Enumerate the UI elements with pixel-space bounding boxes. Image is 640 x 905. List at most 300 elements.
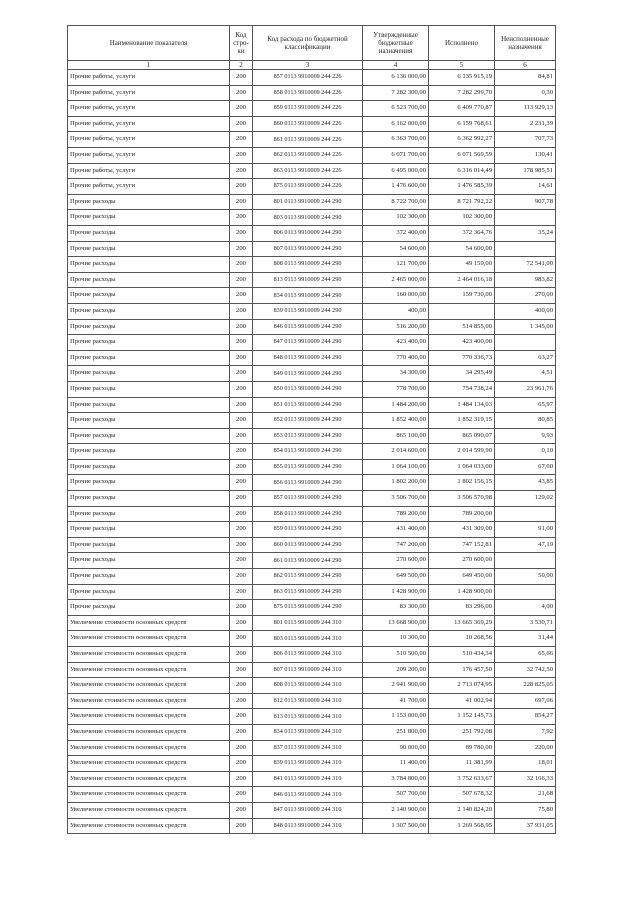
expense-code-cell: 808 0113 9910009 244 310 <box>253 678 363 694</box>
executed-amount-cell: 514 855,00 <box>429 319 495 335</box>
approved-amount-cell: 1 153 000,00 <box>363 709 429 725</box>
indicator-name-cell: Прочие расходы <box>68 350 230 366</box>
table-row <box>68 85 556 101</box>
expense-code-cell: 807 0113 9910009 244 290 <box>253 241 363 257</box>
unexecuted-amount-cell: 130,41 <box>495 148 556 164</box>
approved-amount-cell: 1 802 200,00 <box>363 475 429 491</box>
table-row <box>68 350 556 366</box>
indicator-name-cell: Прочие расходы <box>68 413 230 429</box>
executed-amount-cell: 6 316 014,49 <box>429 163 495 179</box>
header-name: Наименование показателя <box>68 26 230 61</box>
line-code-cell: 200 <box>230 740 253 756</box>
unexecuted-amount-cell <box>495 335 556 351</box>
indicator-name-cell: Прочие расходы <box>68 257 230 273</box>
table-row <box>68 475 556 491</box>
header-row <box>68 26 556 61</box>
expense-code-cell: 803 0113 9910009 244 290 <box>253 210 363 226</box>
unexecuted-amount-cell: 23 961,76 <box>495 381 556 397</box>
approved-amount-cell: 270 600,00 <box>363 553 429 569</box>
expense-code-cell: 853 0113 9910009 244 290 <box>253 428 363 444</box>
expense-code-cell: 875 0113 9910009 244 290 <box>253 600 363 616</box>
line-code-cell: 200 <box>230 569 253 585</box>
column-number: 2 <box>230 61 253 70</box>
line-code-cell: 200 <box>230 459 253 475</box>
expense-code-cell: 859 0113 9910009 244 226 <box>253 101 363 117</box>
unexecuted-amount-cell: 21,68 <box>495 787 556 803</box>
approved-amount-cell: 121 700,00 <box>363 257 429 273</box>
line-code-cell: 200 <box>230 210 253 226</box>
unexecuted-amount-cell: 37 931,05 <box>495 818 556 834</box>
expense-code-cell: 801 0113 9910009 244 290 <box>253 194 363 210</box>
unexecuted-amount-cell: 50,00 <box>495 569 556 585</box>
unexecuted-amount-cell: 14,61 <box>495 179 556 195</box>
table-row <box>68 288 556 304</box>
table-row <box>68 163 556 179</box>
expense-code-cell: 852 0113 9910009 244 290 <box>253 413 363 429</box>
line-code-cell: 200 <box>230 693 253 709</box>
column-number: 1 <box>68 61 230 70</box>
line-code-cell: 200 <box>230 335 253 351</box>
unexecuted-amount-cell: 67,00 <box>495 459 556 475</box>
expense-code-cell: 803 0113 9910009 244 310 <box>253 631 363 647</box>
line-code-cell: 200 <box>230 756 253 772</box>
unexecuted-amount-cell: 270,00 <box>495 288 556 304</box>
table-row <box>68 662 556 678</box>
approved-amount-cell: 2 941 900,00 <box>363 678 429 694</box>
expense-code-cell: 837 0113 9910009 244 310 <box>253 740 363 756</box>
approved-amount-cell: 1 428 900,00 <box>363 584 429 600</box>
approved-amount-cell: 770 400,00 <box>363 350 429 366</box>
header-approved: Утвержденные бюджетные назначения <box>363 26 429 61</box>
unexecuted-amount-cell: 72 541,00 <box>495 257 556 273</box>
unexecuted-amount-cell: 43,85 <box>495 475 556 491</box>
executed-amount-cell: 11 381,99 <box>429 756 495 772</box>
line-code-cell: 200 <box>230 225 253 241</box>
table-row <box>68 787 556 803</box>
unexecuted-amount-cell: 84,81 <box>495 70 556 86</box>
unexecuted-amount-cell: 983,82 <box>495 272 556 288</box>
column-number: 6 <box>495 61 556 70</box>
approved-amount-cell: 3 506 700,00 <box>363 491 429 507</box>
line-code-cell: 200 <box>230 132 253 148</box>
executed-amount-cell: 6 135 915,19 <box>429 70 495 86</box>
expense-code-cell: 806 0113 9910009 244 310 <box>253 647 363 663</box>
executed-amount-cell: 747 152,81 <box>429 537 495 553</box>
expense-code-cell: 861 0113 9910009 244 226 <box>253 132 363 148</box>
executed-amount-cell: 2 713 074,95 <box>429 678 495 694</box>
unexecuted-amount-cell <box>495 506 556 522</box>
line-code-cell: 200 <box>230 257 253 273</box>
unexecuted-amount-cell: 129,02 <box>495 491 556 507</box>
line-code-cell: 200 <box>230 787 253 803</box>
indicator-name-cell: Прочие расходы <box>68 194 230 210</box>
line-code-cell: 200 <box>230 491 253 507</box>
executed-amount-cell: 865 090,07 <box>429 428 495 444</box>
executed-amount-cell: 372 364,76 <box>429 225 495 241</box>
header-unexecuted: Неисполненные назначения <box>495 26 556 61</box>
indicator-name-cell: Прочие расходы <box>68 553 230 569</box>
expense-code-cell: 857 0113 9910009 244 290 <box>253 491 363 507</box>
indicator-name-cell: Прочие расходы <box>68 600 230 616</box>
expense-code-cell: 854 0113 9910009 244 290 <box>253 444 363 460</box>
line-code-cell: 200 <box>230 553 253 569</box>
line-code-cell: 200 <box>230 537 253 553</box>
approved-amount-cell: 3 784 800,00 <box>363 771 429 787</box>
expense-code-cell: 847 0113 9910009 244 310 <box>253 802 363 818</box>
approved-amount-cell: 7 282 300,00 <box>363 85 429 101</box>
line-code-cell: 200 <box>230 148 253 164</box>
budget-execution-sheet <box>67 25 555 834</box>
executed-amount-cell: 8 721 792,22 <box>429 194 495 210</box>
expense-code-cell: 863 0113 9910009 244 226 <box>253 163 363 179</box>
indicator-name-cell: Увеличение стоимости основных средств <box>68 818 230 834</box>
unexecuted-amount-cell <box>495 241 556 257</box>
indicator-name-cell: Прочие работы, услуги <box>68 70 230 86</box>
approved-amount-cell: 41 700,00 <box>363 693 429 709</box>
unexecuted-amount-cell: 228 825,05 <box>495 678 556 694</box>
unexecuted-amount-cell: 35,24 <box>495 225 556 241</box>
executed-amount-cell: 54 600,00 <box>429 241 495 257</box>
approved-amount-cell: 1 852 400,00 <box>363 413 429 429</box>
table-row <box>68 756 556 772</box>
line-code-cell: 200 <box>230 70 253 86</box>
indicator-name-cell: Прочие расходы <box>68 397 230 413</box>
line-code-cell: 200 <box>230 724 253 740</box>
executed-amount-cell: 1 269 568,95 <box>429 818 495 834</box>
executed-amount-cell: 789 200,00 <box>429 506 495 522</box>
expense-code-cell: 857 0113 9910009 244 226 <box>253 70 363 86</box>
unexecuted-amount-cell <box>495 210 556 226</box>
executed-amount-cell: 7 282 299,70 <box>429 85 495 101</box>
executed-amount-cell: 2 014 599,90 <box>429 444 495 460</box>
indicator-name-cell: Прочие расходы <box>68 225 230 241</box>
line-code-cell: 200 <box>230 802 253 818</box>
table-row <box>68 225 556 241</box>
line-code-cell: 200 <box>230 818 253 834</box>
table-row <box>68 428 556 444</box>
indicator-name-cell: Прочие расходы <box>68 366 230 382</box>
executed-amount-cell: 159 730,00 <box>429 288 495 304</box>
line-code-cell: 200 <box>230 506 253 522</box>
approved-amount-cell: 251 800,00 <box>363 724 429 740</box>
table-row <box>68 116 556 132</box>
table-row <box>68 802 556 818</box>
unexecuted-amount-cell: 0,30 <box>495 85 556 101</box>
indicator-name-cell: Увеличение стоимости основных средств <box>68 615 230 631</box>
table-row <box>68 366 556 382</box>
indicator-name-cell: Прочие расходы <box>68 319 230 335</box>
line-code-cell: 200 <box>230 319 253 335</box>
expense-code-cell: 812 0113 9910009 244 310 <box>253 693 363 709</box>
executed-amount-cell: 13 665 369,29 <box>429 615 495 631</box>
approved-amount-cell: 13 668 900,00 <box>363 615 429 631</box>
approved-amount-cell: 6 071 700,00 <box>363 148 429 164</box>
table-row <box>68 631 556 647</box>
approved-amount-cell: 2 465 000,00 <box>363 272 429 288</box>
table-body <box>68 70 556 834</box>
expense-code-cell: 860 0113 9910009 244 226 <box>253 116 363 132</box>
expense-code-cell: 859 0113 9910009 244 290 <box>253 522 363 538</box>
expense-code-cell: 863 0113 9910009 244 290 <box>253 584 363 600</box>
line-code-cell: 200 <box>230 101 253 117</box>
indicator-name-cell: Прочие работы, услуги <box>68 163 230 179</box>
indicator-name-cell: Прочие работы, услуги <box>68 85 230 101</box>
unexecuted-amount-cell: 697,06 <box>495 693 556 709</box>
expense-code-cell: 848 0113 9910009 244 290 <box>253 350 363 366</box>
unexecuted-amount-cell: 31,44 <box>495 631 556 647</box>
expense-code-cell: 851 0113 9910009 244 290 <box>253 397 363 413</box>
indicator-name-cell: Прочие работы, услуги <box>68 116 230 132</box>
executed-amount-cell: 507 678,32 <box>429 787 495 803</box>
expense-code-cell: 847 0113 9910009 244 290 <box>253 335 363 351</box>
table-row <box>68 397 556 413</box>
table-row <box>68 569 556 585</box>
expense-code-cell: 807 0113 9910009 244 310 <box>253 662 363 678</box>
header-executed: Исполнено <box>429 26 495 61</box>
indicator-name-cell: Прочие работы, услуги <box>68 132 230 148</box>
approved-amount-cell: 1 484 200,00 <box>363 397 429 413</box>
approved-amount-cell: 1 064 100,00 <box>363 459 429 475</box>
indicator-name-cell: Прочие расходы <box>68 537 230 553</box>
unexecuted-amount-cell: 400,00 <box>495 303 556 319</box>
approved-amount-cell: 11 400,00 <box>363 756 429 772</box>
executed-amount-cell: 1 476 585,39 <box>429 179 495 195</box>
approved-amount-cell: 10 300,00 <box>363 631 429 647</box>
unexecuted-amount-cell <box>495 553 556 569</box>
table-row <box>68 101 556 117</box>
approved-amount-cell: 102 300,00 <box>363 210 429 226</box>
table-row <box>68 148 556 164</box>
unexecuted-amount-cell: 1 345,00 <box>495 319 556 335</box>
unexecuted-amount-cell: 907,78 <box>495 194 556 210</box>
line-code-cell: 200 <box>230 179 253 195</box>
line-code-cell: 200 <box>230 241 253 257</box>
expense-code-cell: 849 0113 9910009 244 290 <box>253 366 363 382</box>
approved-amount-cell: 6 162 000,00 <box>363 116 429 132</box>
expense-code-cell: 846 0113 9910009 244 310 <box>253 787 363 803</box>
unexecuted-amount-cell: 220,00 <box>495 740 556 756</box>
line-code-cell: 200 <box>230 600 253 616</box>
approved-amount-cell: 400,00 <box>363 303 429 319</box>
table-row <box>68 693 556 709</box>
line-code-cell: 200 <box>230 194 253 210</box>
line-code-cell: 200 <box>230 116 253 132</box>
expense-code-cell: 839 0113 9910009 244 290 <box>253 303 363 319</box>
table-row <box>68 241 556 257</box>
line-code-cell: 200 <box>230 303 253 319</box>
executed-amount-cell: 34 295,49 <box>429 366 495 382</box>
table-row <box>68 319 556 335</box>
unexecuted-amount-cell: 854,27 <box>495 709 556 725</box>
expense-code-cell: 862 0113 9910009 244 226 <box>253 148 363 164</box>
approved-amount-cell: 778 700,00 <box>363 381 429 397</box>
table-row <box>68 647 556 663</box>
expense-code-cell: 858 0113 9910009 244 226 <box>253 85 363 101</box>
unexecuted-amount-cell: 47,19 <box>495 537 556 553</box>
executed-amount-cell: 423 400,00 <box>429 335 495 351</box>
executed-amount-cell: 10 268,56 <box>429 631 495 647</box>
approved-amount-cell: 2 140 900,00 <box>363 802 429 818</box>
table-row <box>68 724 556 740</box>
indicator-name-cell: Прочие работы, услуги <box>68 179 230 195</box>
line-code-cell: 200 <box>230 85 253 101</box>
indicator-name-cell: Увеличение стоимости основных средств <box>68 631 230 647</box>
indicator-name-cell: Увеличение стоимости основных средств <box>68 647 230 663</box>
executed-amount-cell: 1 484 134,03 <box>429 397 495 413</box>
executed-amount-cell: 510 434,34 <box>429 647 495 663</box>
unexecuted-amount-cell: 707,73 <box>495 132 556 148</box>
indicator-name-cell: Прочие расходы <box>68 506 230 522</box>
indicator-name-cell: Прочие расходы <box>68 444 230 460</box>
indicator-name-cell: Увеличение стоимости основных средств <box>68 802 230 818</box>
expense-code-cell: 801 0113 9910009 244 310 <box>253 615 363 631</box>
executed-amount-cell: 6 362 992,27 <box>429 132 495 148</box>
unexecuted-amount-cell <box>495 584 556 600</box>
executed-amount-cell: 83 296,00 <box>429 600 495 616</box>
approved-amount-cell: 372 400,00 <box>363 225 429 241</box>
approved-amount-cell: 789 200,00 <box>363 506 429 522</box>
table-row <box>68 615 556 631</box>
executed-amount-cell: 649 450,00 <box>429 569 495 585</box>
line-code-cell: 200 <box>230 771 253 787</box>
table-row <box>68 506 556 522</box>
executed-amount-cell: 1 428 900,00 <box>429 584 495 600</box>
executed-amount-cell: 49 159,00 <box>429 257 495 273</box>
line-code-cell: 200 <box>230 428 253 444</box>
unexecuted-amount-cell: 18,01 <box>495 756 556 772</box>
expense-code-cell: 858 0113 9910009 244 290 <box>253 506 363 522</box>
indicator-name-cell: Увеличение стоимости основных средств <box>68 678 230 694</box>
indicator-name-cell: Прочие расходы <box>68 288 230 304</box>
line-code-cell: 200 <box>230 647 253 663</box>
table-row <box>68 444 556 460</box>
line-code-cell: 200 <box>230 413 253 429</box>
table-row <box>68 381 556 397</box>
unexecuted-amount-cell: 4,00 <box>495 600 556 616</box>
indicator-name-cell: Прочие работы, услуги <box>68 101 230 117</box>
table-row <box>68 553 556 569</box>
approved-amount-cell: 209 200,00 <box>363 662 429 678</box>
column-number: 4 <box>363 61 429 70</box>
executed-amount-cell: 89 780,00 <box>429 740 495 756</box>
column-number-row <box>68 61 556 70</box>
indicator-name-cell: Увеличение стоимости основных средств <box>68 771 230 787</box>
indicator-name-cell: Прочие расходы <box>68 569 230 585</box>
unexecuted-amount-cell: 32 742,50 <box>495 662 556 678</box>
executed-amount-cell: 176 457,50 <box>429 662 495 678</box>
expense-code-cell: 856 0113 9910009 244 290 <box>253 475 363 491</box>
table-row <box>68 491 556 507</box>
expense-code-cell: 841 0113 9910009 244 310 <box>253 771 363 787</box>
line-code-cell: 200 <box>230 366 253 382</box>
expense-code-cell: 862 0113 9910009 244 290 <box>253 569 363 585</box>
table-row <box>68 522 556 538</box>
expense-code-cell: 834 0113 9910009 244 290 <box>253 288 363 304</box>
approved-amount-cell: 423 400,00 <box>363 335 429 351</box>
executed-amount-cell: 770 336,73 <box>429 350 495 366</box>
executed-amount-cell: 1 852 319,15 <box>429 413 495 429</box>
approved-amount-cell: 6 495 000,00 <box>363 163 429 179</box>
executed-amount-cell <box>429 303 495 319</box>
unexecuted-amount-cell: 4,51 <box>495 366 556 382</box>
approved-amount-cell: 510 500,00 <box>363 647 429 663</box>
expense-code-cell: 808 0113 9910009 244 290 <box>253 257 363 273</box>
line-code-cell: 200 <box>230 272 253 288</box>
table-row <box>68 179 556 195</box>
approved-amount-cell: 431 400,00 <box>363 522 429 538</box>
indicator-name-cell: Увеличение стоимости основных средств <box>68 724 230 740</box>
indicator-name-cell: Прочие расходы <box>68 491 230 507</box>
table-row <box>68 678 556 694</box>
line-code-cell: 200 <box>230 709 253 725</box>
indicator-name-cell: Прочие расходы <box>68 303 230 319</box>
table-row <box>68 740 556 756</box>
expense-code-cell: 813 0113 9910009 244 310 <box>253 709 363 725</box>
executed-amount-cell: 2 140 824,20 <box>429 802 495 818</box>
unexecuted-amount-cell: 91,00 <box>495 522 556 538</box>
table-row <box>68 459 556 475</box>
approved-amount-cell: 649 500,00 <box>363 569 429 585</box>
expense-code-cell: 839 0113 9910009 244 310 <box>253 756 363 772</box>
unexecuted-amount-cell: 80,85 <box>495 413 556 429</box>
indicator-name-cell: Увеличение стоимости основных средств <box>68 693 230 709</box>
unexecuted-amount-cell: 2 231,39 <box>495 116 556 132</box>
line-code-cell: 200 <box>230 163 253 179</box>
unexecuted-amount-cell: 75,80 <box>495 802 556 818</box>
column-number: 3 <box>253 61 363 70</box>
expense-code-cell: 861 0113 9910009 244 290 <box>253 553 363 569</box>
table-row <box>68 257 556 273</box>
executed-amount-cell: 41 002,94 <box>429 693 495 709</box>
expense-code-cell: 850 0113 9910009 244 290 <box>253 381 363 397</box>
approved-amount-cell: 8 722 700,00 <box>363 194 429 210</box>
indicator-name-cell: Увеличение стоимости основных средств <box>68 787 230 803</box>
unexecuted-amount-cell: 65,97 <box>495 397 556 413</box>
table-row <box>68 413 556 429</box>
executed-amount-cell: 3 752 633,67 <box>429 771 495 787</box>
expense-code-cell: 846 0113 9910009 244 290 <box>253 319 363 335</box>
executed-amount-cell: 6 159 768,61 <box>429 116 495 132</box>
unexecuted-amount-cell: 65,66 <box>495 647 556 663</box>
line-code-cell: 200 <box>230 522 253 538</box>
table-row <box>68 210 556 226</box>
approved-amount-cell: 507 700,00 <box>363 787 429 803</box>
unexecuted-amount-cell: 3 530,71 <box>495 615 556 631</box>
table-row <box>68 70 556 86</box>
line-code-cell: 200 <box>230 350 253 366</box>
approved-amount-cell: 747 200,00 <box>363 537 429 553</box>
indicator-name-cell: Прочие работы, услуги <box>68 148 230 164</box>
line-code-cell: 200 <box>230 444 253 460</box>
executed-amount-cell: 6 409 770,87 <box>429 101 495 117</box>
unexecuted-amount-cell: 9,93 <box>495 428 556 444</box>
executed-amount-cell: 6 071 569,59 <box>429 148 495 164</box>
line-code-cell: 200 <box>230 615 253 631</box>
indicator-name-cell: Прочие расходы <box>68 335 230 351</box>
table-row <box>68 537 556 553</box>
indicator-name-cell: Прочие расходы <box>68 210 230 226</box>
executed-amount-cell: 431 309,00 <box>429 522 495 538</box>
table-row <box>68 194 556 210</box>
indicator-name-cell: Прочие расходы <box>68 241 230 257</box>
line-code-cell: 200 <box>230 584 253 600</box>
line-code-cell: 200 <box>230 288 253 304</box>
header-expense-code: Код расхода по бюджетной классификации <box>253 26 363 61</box>
indicator-name-cell: Увеличение стоимости основных средств <box>68 756 230 772</box>
approved-amount-cell: 54 600,00 <box>363 241 429 257</box>
expense-code-cell: 813 0113 9910009 244 290 <box>253 272 363 288</box>
expense-code-cell: 848 0113 9910009 244 310 <box>253 818 363 834</box>
